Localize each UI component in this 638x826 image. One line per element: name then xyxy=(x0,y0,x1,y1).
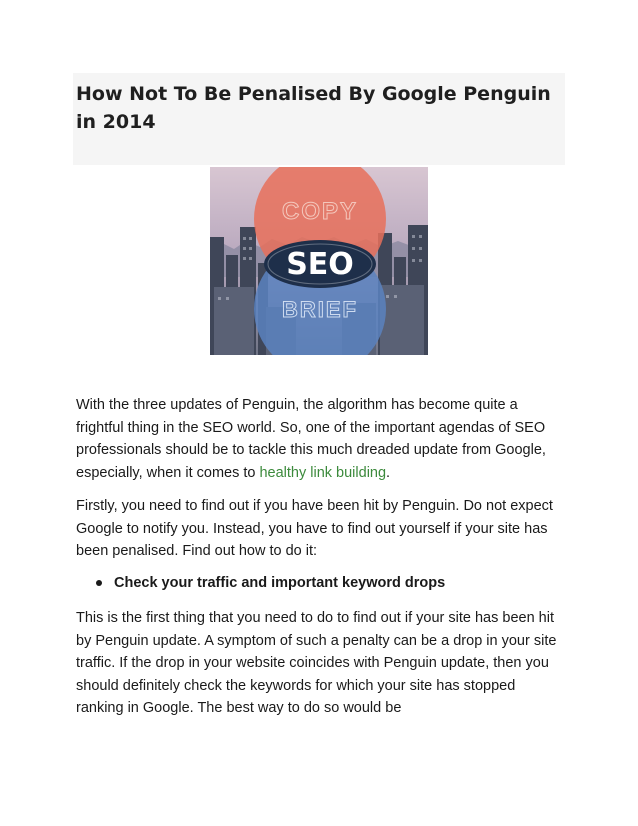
seo-hero-image xyxy=(210,167,428,355)
hero-center-word: SEO xyxy=(286,247,354,282)
paragraph-intro xyxy=(76,394,566,484)
bullet-dot-icon xyxy=(96,580,102,586)
paragraph-intro-text: With the three updates of Penguin, the algorithm has become quite a frightful thing in the SEO world. So, one of the important agendas of SEO professionals should be to tackle this much dreaded update from Google, especially, when it comes to xyxy=(76,397,546,481)
paragraph-intro-end: . xyxy=(386,464,391,481)
paragraph-first-thing: This is the first thing that you need to do to find out if your site has been hit by Penguin update. A symptom of such a penalty can be a drop in your site traffic. If the drop in your website coincides with Penguin update, then you should definitely check the keywords for which your site has stopped ranking in Google. The best way to do so would be xyxy=(76,610,557,716)
article-title: How Not To Be Penalised By Google Penguin in 2014 xyxy=(76,83,551,133)
bullet-text: Check your traffic and important keyword drops xyxy=(114,575,446,591)
healthy-link-building-link[interactable]: healthy link building xyxy=(259,464,387,481)
hero-bottom-word: BRIEF xyxy=(282,297,358,322)
hero-top-word: COPY xyxy=(281,198,359,225)
paragraph-find-out: Firstly, you need to find out if you have been hit by Penguin. Do not expect Google to notify you. Instead, you have to find out yourself if your site has been penalised. Find out how to do it: xyxy=(76,498,553,559)
